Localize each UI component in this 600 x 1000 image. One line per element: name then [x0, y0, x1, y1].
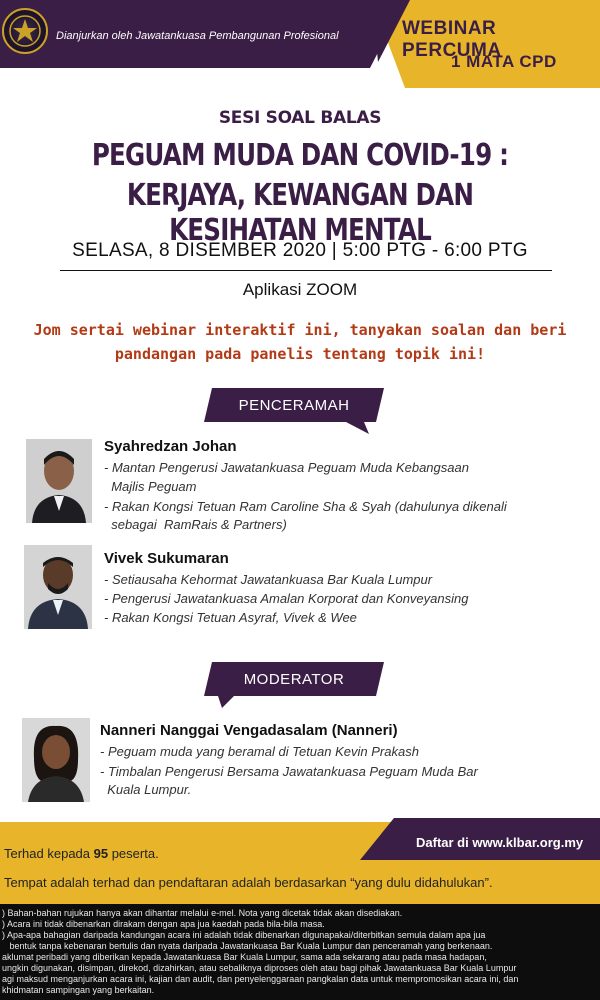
note-line: ungkin digunakan, disimpan, direkod, dizahirkan, atau sebaliknya diproses oleh atau bagi pihak Jawatankuasa Bar Kuala Lumpur [2, 963, 517, 973]
note-line: khidmatan sampingan yang berkaitan. [2, 985, 155, 995]
moderator-name: Nanneri Nanggai Vengadasalam (Nanneri) [100, 722, 398, 739]
note-line: ) Bahan-bahan rujukan hanya akan dihantar melalui e-mel. Nota yang dicetak tidak akan disediakan. [2, 908, 403, 918]
speaker-photo-2 [24, 545, 92, 629]
speaker-1-line: - Rakan Kongsi Tetuan Ram Caroline Sha & Syah (dahulunya dikenali [104, 499, 507, 514]
notes-list [2, 908, 600, 996]
speaker-name-1: Syahredzan Johan [104, 438, 237, 455]
note-line: aklumat peribadi yang diberikan kepada Jawatankuasa Bar Kuala Lumpur, sama ada sekarang atau pada masa hadapan, [2, 952, 487, 962]
session-type: SESI SOAL BALAS [218, 108, 382, 128]
register-link[interactable]: Daftar di www.klbar.org.my [416, 835, 584, 850]
capacity-text: Terhad kepada 95 peserta. [4, 846, 159, 861]
note-line: bentuk tanpa kebenaran bertulis dan nyata daripada Jawatankuasa Bar Kuala Lumpur dan penceramah yang berkenaan. [2, 941, 493, 951]
moderator-photo [22, 718, 90, 802]
speaker-1-line: sebagai RamRais & Partners) [104, 517, 287, 532]
webinar-label: WEBINAR PERCUMA [402, 18, 502, 61]
main-title-line1: PEGUAM MUDA DAN COVID-19 : [91, 138, 509, 173]
moderator-line: - Peguam muda yang beramal di Tetuan Kevin Prakash [100, 744, 419, 759]
note-line: ) Apa-apa bahagian daripada kandungan acara ini adalah tidak dibenarkan digunapakai/diterbitkan semula dalam apa jua [2, 930, 486, 940]
note-line: agi maksud menganjurkan acara ini, kajian dan audit, dan penyelenggaraan pangkalan data untuk mempromosikan acara ini, dan [2, 974, 519, 984]
speaker-2-line: - Rakan Kongsi Tetuan Asyraf, Vivek & Wee [104, 610, 357, 625]
speaker-2-line: - Pengerusi Jawatankuasa Amalan Korporat dan Konveyansing [104, 591, 469, 606]
note-line: ) Acara ini tidak dibenarkan dirakam dengan apa jua kaedah pada bila-bila masa. [2, 919, 325, 929]
speaker-2-line: - Setiausaha Kehormat Jawatankuasa Bar Kuala Lumpur [104, 572, 433, 587]
capacity-count: 95 [93, 846, 109, 861]
cpd-label: 1 MATA CPD [451, 52, 557, 71]
event-date: SELASA, 8 DISEMBER 2020 | 5:00 PTG - 6:00 PTG [72, 240, 528, 261]
section-title-speakers: PENCERAMAH [238, 397, 350, 414]
speaker-1-line: - Mantan Pengerusi Jawatankuasa Peguam Muda Kebangsaan [104, 460, 469, 475]
organiser-text: Dianjurkan oleh Jawatankuasa Pembangunan Profesional [56, 30, 339, 42]
moderator-line: - Timbalan Pengerusi Bersama Jawatankuasa Peguam Muda Bar [100, 764, 478, 779]
klbar-logo [2, 8, 48, 54]
speaker-name-2: Vivek Sukumaran [104, 550, 229, 567]
invite-text: Jom sertai webinar interaktif ini, tanyakan soalan dan beri pandangan pada panelis tentang topik ini! [33, 321, 567, 363]
section-banner-moderator [204, 662, 384, 702]
divider [60, 270, 552, 271]
main-title-line2: KERJAYA, KEWANGAN DAN KESIHATAN MENTAL [126, 178, 474, 248]
speaker-photo-1 [26, 439, 92, 523]
section-title-moderator: MODERATOR [243, 671, 345, 688]
seat-policy-text: Tempat adalah terhad dan pendaftaran adalah berdasarkan “yang dulu didahulukan”. [4, 875, 493, 890]
moderator-line: Kuala Lumpur. [100, 782, 192, 797]
section-banner-speakers [204, 388, 384, 428]
speaker-1-line: Majlis Peguam [104, 479, 197, 494]
event-platform: Aplikasi ZOOM [242, 280, 358, 299]
